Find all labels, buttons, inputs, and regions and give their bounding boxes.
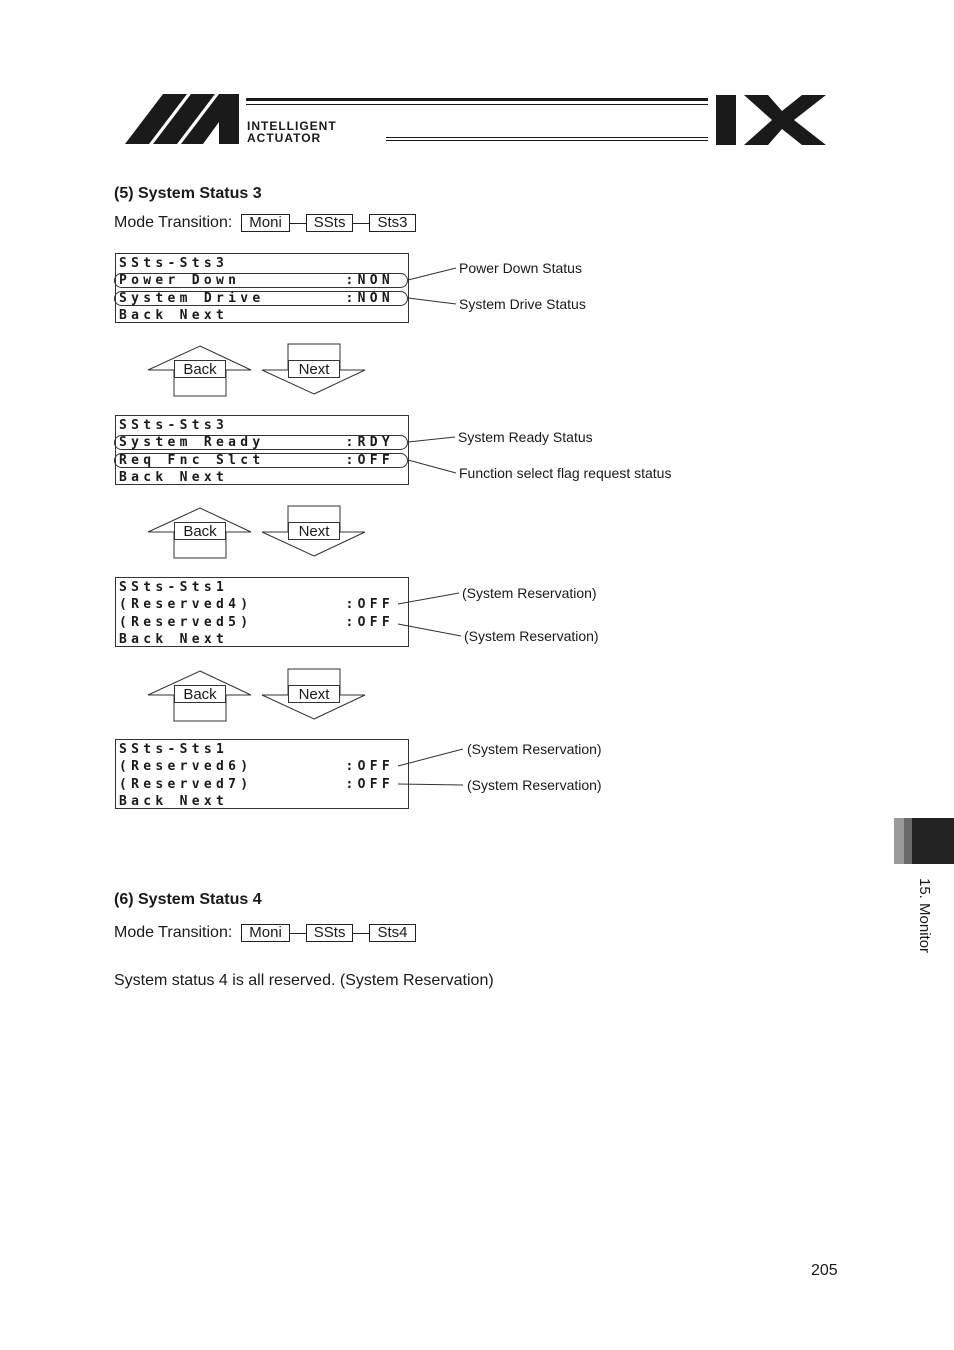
lcd-footer: Back Next [119, 308, 229, 323]
lcd-footer: Back Next [119, 470, 229, 485]
lcd-footer: Back Next [119, 632, 229, 647]
section6-heading: (6) System Status 4 [114, 891, 262, 908]
section5-heading: (5) System Status 3 [114, 185, 262, 202]
callout-reserved7: (System Reservation) [467, 777, 602, 793]
mode-label: Mode Transition: [114, 214, 233, 231]
next-arrow-label: Next [288, 685, 340, 703]
callout-system-drive: System Drive Status [459, 296, 586, 312]
next-arrow-label: Next [288, 522, 340, 540]
mode-step-ssts: SSts [306, 214, 354, 232]
logo-line2: ACTUATOR [247, 131, 322, 145]
back-arrow-label: Back [174, 522, 226, 540]
next-arrow-label: Next [288, 360, 340, 378]
mode-step-ssts: SSts [306, 924, 354, 942]
lcd-row-value: :OFF [345, 597, 394, 612]
callout-reserved5: (System Reservation) [464, 628, 599, 644]
callout-system-ready: System Ready Status [458, 429, 593, 445]
back-arrow-label: Back [174, 360, 226, 378]
lcd-row-label: (Reserved7) [119, 777, 253, 792]
section6-body: System status 4 is all reserved. (System Reservation) [114, 972, 494, 989]
lcd-title: SSts-Sts3 [119, 418, 229, 433]
lcd-row-value: :OFF [345, 759, 394, 774]
callout-power-down: Power Down Status [459, 260, 582, 276]
mode-step-moni: Moni [241, 924, 290, 942]
lcd-row-label: (Reserved5) [119, 615, 253, 630]
lcd-title: SSts-Sts3 [119, 256, 229, 271]
mode-step-sts4: Sts4 [369, 924, 415, 942]
lcd-row-label: System Drive [119, 291, 265, 306]
callout-reserved4: (System Reservation) [462, 585, 597, 601]
lcd-footer: Back Next [119, 794, 229, 809]
mode-label: Mode Transition: [114, 924, 233, 941]
callout-function-select: Function select flag request status [459, 465, 672, 481]
lcd-row-value: :OFF [345, 453, 394, 468]
lcd-row-value: :OFF [345, 777, 394, 792]
lcd-title: SSts-Sts1 [119, 742, 229, 757]
side-tab-block [894, 818, 954, 864]
mode-step-sts3: Sts3 [369, 214, 415, 232]
lcd-row-value: :NON [345, 291, 394, 306]
lcd-row-value: :RDY [345, 435, 394, 450]
side-tab-label: 15. Monitor [916, 878, 933, 954]
lcd-row-label: Req Fnc Slct [119, 453, 265, 468]
lcd-title: SSts-Sts1 [119, 580, 229, 595]
lcd-row-value: :NON [345, 273, 394, 288]
page-number: 205 [811, 1262, 838, 1279]
mode-step-moni: Moni [241, 214, 290, 232]
lcd-row-label: (Reserved4) [119, 597, 253, 612]
lcd-row-label: System Ready [119, 435, 265, 450]
back-arrow-label: Back [174, 685, 226, 703]
lcd-row-label: Power Down [119, 273, 241, 288]
callout-reserved6: (System Reservation) [467, 741, 602, 757]
lcd-row-value: :OFF [345, 615, 394, 630]
lcd-row-label: (Reserved6) [119, 759, 253, 774]
logo-line1: INTELLIGENT [247, 119, 337, 133]
section6-mode-transition [114, 923, 416, 943]
